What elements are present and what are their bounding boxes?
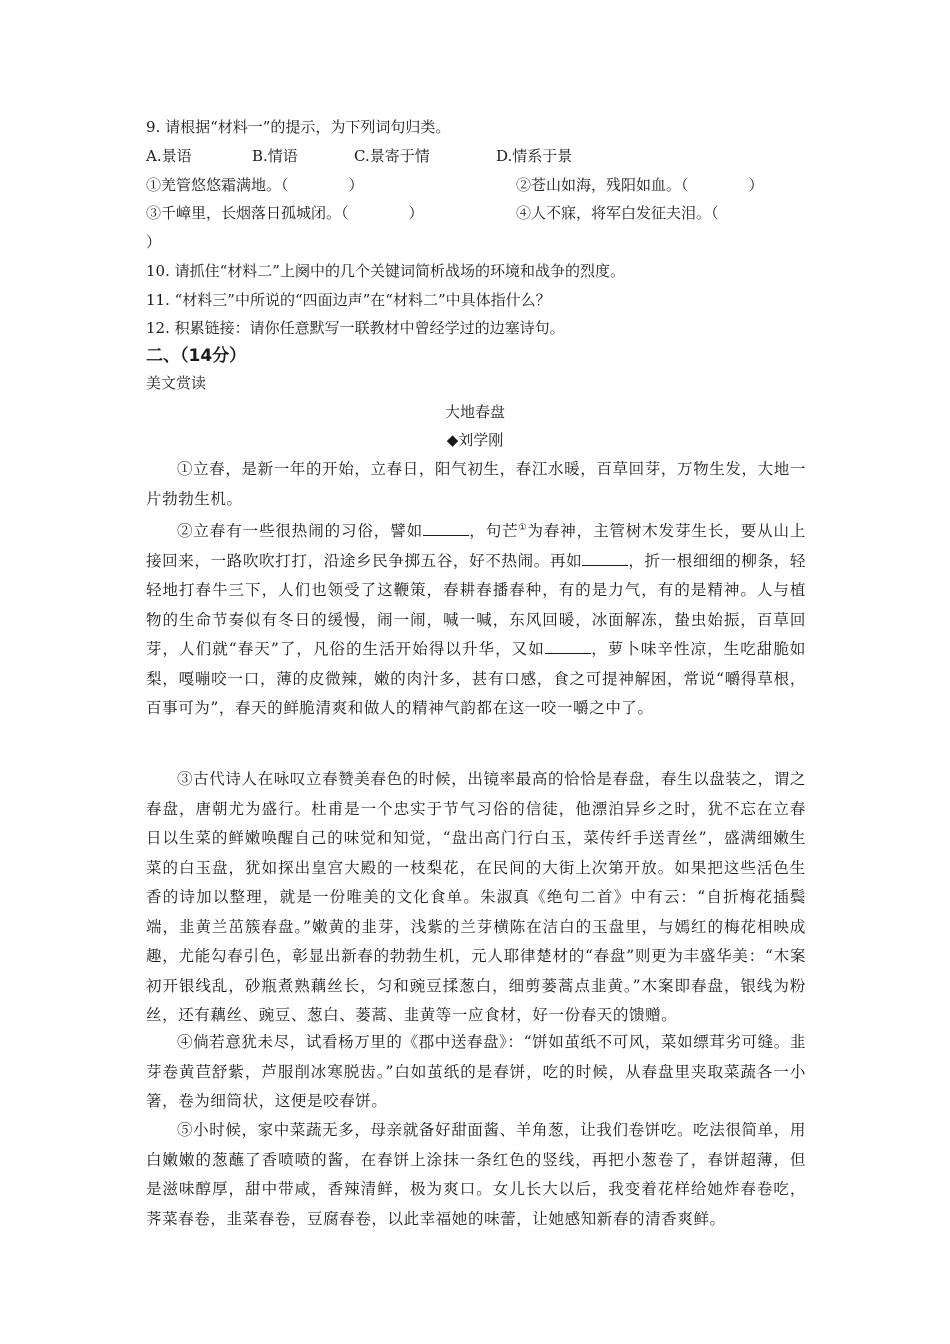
- question-9-item-2: ②苍山如海，残阳如血。（ ）: [516, 176, 764, 194]
- paragraph-4: ④倘若意犹未尽，试看杨万里的《郡中送春盘》：“饼如茧纸不可风，菜如缥茸劣可缝。韭芽卷黄苣舒紫，芦服削冰寒脱齿。”白如茧纸的是春饼，吃的时候，从春盘里夹取菜蔬各一小箸，卷为细筒状，这便是咬春饼。: [146, 1033, 806, 1110]
- fill-blank-1: [423, 521, 469, 536]
- fill-blank-2: [582, 551, 628, 566]
- option-a: A.景语: [146, 147, 192, 165]
- article-title: 大地春盘: [444, 403, 505, 421]
- fill-blank-3: [545, 639, 591, 654]
- section-heading: 二、（14分）: [146, 346, 247, 366]
- footnote-marker: ①: [518, 523, 528, 533]
- option-b: B.情语: [252, 147, 298, 165]
- paragraph-2-part-c: 为春神，主管树木发芽生长，要从山上接回来，一路吹吹打打，沿途乡民争掷五谷，好不热闹。再如: [146, 522, 806, 570]
- paragraph-2-part-e: ，萝卜味辛性凉，生吃甜脆如梨，嘎嘣咬一口，薄的皮微辣，嫩的肉汁多，甚有口感，食之可提神解困，常说“嚼得草根，百事可为”，春天的鲜脆清爽和做人的精神气韵都在这一咬一嚼之中了。: [146, 640, 806, 718]
- question-9-item-4-close: ）: [146, 233, 162, 251]
- paragraph-2-part-a: ②立春有一些很热闹的习俗，譬如: [177, 522, 423, 541]
- question-9-item-4: ④人不寐，将军白发征夫泪。（: [516, 204, 719, 222]
- question-10: 10. 请抓住“材料二”上阕中的几个关键词简析战场的环境和战争的烈度。: [146, 262, 625, 280]
- paragraph-2-part-b: ，句芒: [469, 522, 519, 541]
- option-c: C.景寄于情: [354, 147, 430, 165]
- paragraph-2: [146, 514, 806, 724]
- section-subheading: 美文赏读: [146, 374, 207, 392]
- paragraph-5: ⑤小时候，家中菜蔬无多，母亲就备好甜面酱、羊角葱，让我们卷饼吃。吃法很简单，用白嫩嫩的葱蘸了香喷喷的酱，在春饼上涂抹一条红色的竖线，再把小葱卷了，春饼超薄，但是滋味醇厚，甜中带咸，香辣清鲜，极为爽口。女儿长大以后，我变着花样给她炸春卷吃，荠菜春卷，韭菜春卷，豆腐春卷，以此幸福她的味蕾，让她感知新春的清香爽鲜。: [146, 1121, 806, 1228]
- question-9-item-3: ③千嶂里，长烟落日孤城闭。（ ）: [146, 204, 424, 222]
- question-9-stem: 9. 请根据“材料一”的提示，为下列词句归类。: [146, 118, 451, 136]
- paragraph-2-part-d: ，折一根细细的柳条，轻轻地打春牛三下，人们也领受了这鞭策，春耕春播春种，有的是力气，有的是精神。人与植物的生命节奏似有冬日的缓慢，闹一闹，喊一喊，东风回暖，冰面解冻，蛰虫始振，百草回芽，人们就“春天”了，凡俗的生活开始得以升华，又如: [146, 551, 806, 659]
- question-12: 12. 积累链接：请你任意默写一联教材中曾经学过的边塞诗句。: [146, 319, 565, 337]
- question-9-item-1: ①羌管悠悠霜满地。（ ）: [146, 176, 364, 194]
- paragraph-1: ①立春，是新一年的开始，立春日，阳气初生，春江水暖，百草回芽，万物生发，大地一片勃勃生机。: [146, 460, 806, 508]
- article-author: ◆刘学刚: [446, 431, 504, 449]
- option-d: D.情系于景: [496, 147, 573, 165]
- question-11: 11. “材料三”中所说的“四面边声”在“材料二”中具体指什么？: [146, 291, 551, 309]
- paragraph-3: ③古代诗人在咏叹立春赞美春色的时候，出镜率最高的恰恰是春盘，春生以盘装之，谓之春盘，唐朝尤为盛行。杜甫是一个忠实于节气习俗的信徒，他漂泊异乡之时，犹不忘在立春日以生菜的鲜嫩唤醒自己的味觉和知觉，“盘出高门行白玉，菜传纤手送青丝”，盛满细嫩生菜的白玉盘，犹如探出皇宫大殿的一枝梨花，在民间的大街上次第开放。如果把这些活色生香的诗加以整理，就是一份唯美的文化食单。朱淑真《绝句二首》中有云：“自折梅花插鬓端，韭黄兰茁簇春盘。”嫩黄的韭芽，浅紫的兰芽横陈在洁白的玉盘里，与嫣红的梅花相映成趣，尤能勾春引色，彰显出新春的勃勃生机，元人耶律楚材的“春盘”则更为丰盛华美：“木案初开银线乱，砂瓶煮熟藕丝长，匀和豌豆揉葱白，细剪蒌蒿点韭黄。”木案即春盘，银线为粉丝，还有藕丝、豌豆、葱白、蒌蒿、韭黄等一应食材，好一份春天的馈赠。: [146, 770, 806, 1024]
